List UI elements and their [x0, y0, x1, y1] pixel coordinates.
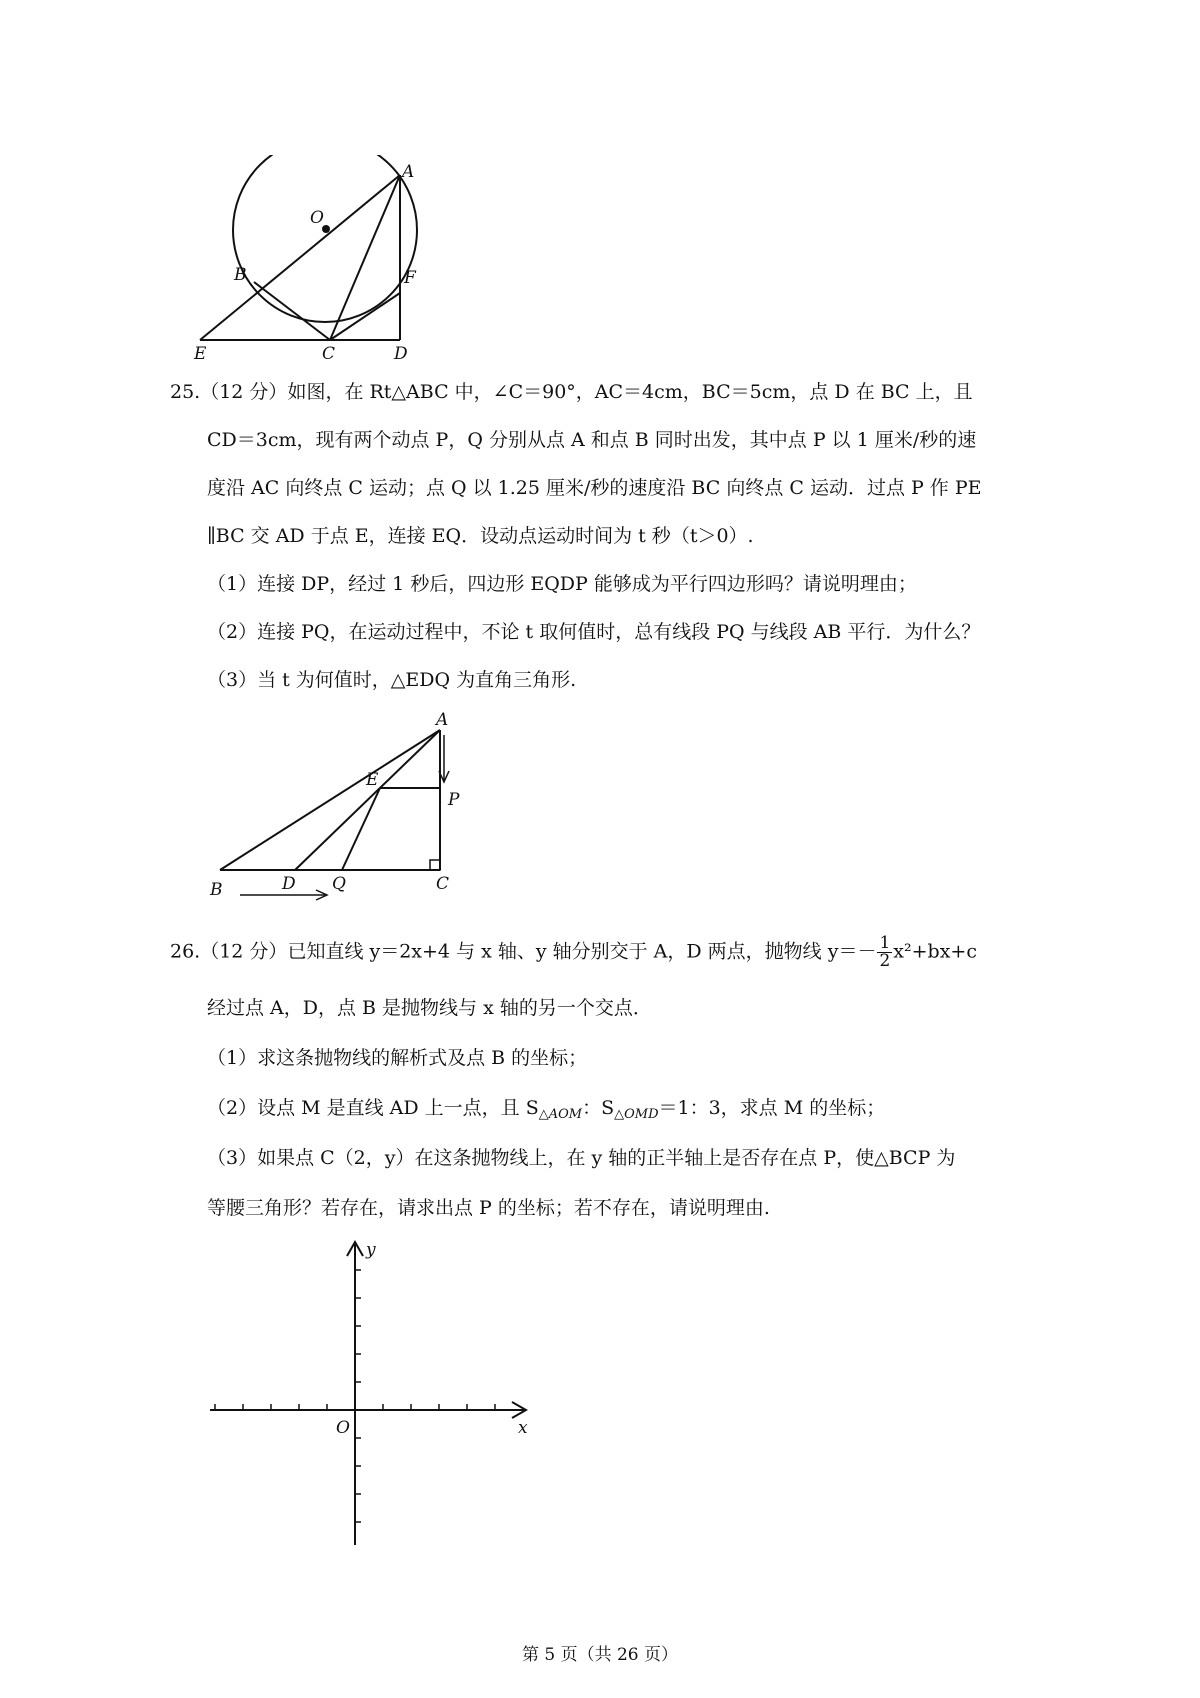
label-A: A — [436, 710, 449, 730]
label-O: O — [310, 208, 324, 228]
label-C: C — [436, 874, 450, 894]
label-B: B — [234, 265, 247, 285]
y-axis-label: y — [366, 1240, 376, 1260]
q25-subq2: （2）连接 PQ，在运动过程中，不论 t 取何值时，总有线段 PQ 与线段 AB 平行．为什么？ — [207, 621, 981, 643]
label-B: B — [210, 880, 223, 900]
origin-label: O — [336, 1418, 350, 1438]
page-footer: 第 5 页（共 26 页） — [521, 1645, 679, 1665]
q25-subq3: （3）当 t 为何值时，△EDQ 为直角三角形. — [207, 669, 577, 691]
label-F: F — [404, 268, 416, 288]
label-P: P — [448, 790, 460, 810]
q26-subq1: （1）求这条抛物线的解析式及点 B 的坐标； — [207, 1047, 588, 1069]
q26-subq2: （2）设点 M 是直线 AD 上一点，且 $S_{\triangle AOM}$：$S_{\triangle OMD}=1$：3，求点 M 的坐标； — [207, 1097, 886, 1122]
label-A: A — [402, 162, 415, 182]
fraction-half: $\frac{1}{2}$ — [879, 933, 891, 971]
label-E: E — [366, 770, 379, 790]
figure-coordinate-axes — [200, 1235, 540, 1555]
q25-line1: 25.（12 分）如图，在 Rt△ABC 中，∠C＝90°，AC＝4cm，BC＝5cm，点 D 在 BC 上，且 — [170, 381, 973, 403]
q26-subq3: （3）如果点 C（2，y）在这条抛物线上，在 y 轴的正半轴上是否存在点 P，使△BCP 为 — [207, 1147, 956, 1169]
label-D: D — [282, 874, 296, 894]
label-C: C — [322, 344, 336, 364]
q25-line4: ∥BC 交 AD 于点 E，连接 EQ．设动点运动时间为 t 秒（t＞0）. — [207, 525, 754, 547]
q25-line3: 度沿 AC 向终点 C 运动；点 Q 以 1.25 厘米/秒的速度沿 BC 向终点 C 运动．过点 P 作 PE — [207, 477, 982, 499]
q25-line2: CD＝3cm，现有两个动点 P，Q 分别从点 A 和点 B 同时出发，其中点 P 以 1 厘米/秒的速 — [207, 429, 977, 451]
label-E: E — [194, 344, 207, 364]
figure-triangle-diagram — [200, 705, 460, 905]
figure-circle-diagram — [190, 155, 450, 365]
x-axis-label: x — [518, 1418, 528, 1438]
label-D: D — [394, 344, 408, 364]
q26-subq3-cont: 等腰三角形？若存在，请求出点 P 的坐标；若不存在，请说明理由. — [207, 1197, 770, 1219]
q25-subq1: （1）连接 DP，经过 1 秒后，四边形 EQDP 能够成为平行四边形吗？请说明理由； — [207, 573, 917, 595]
label-Q: Q — [332, 874, 346, 894]
q26-line2: 经过点 A，D，点 B 是抛物线与 x 轴的另一个交点． — [207, 997, 652, 1019]
q26-line1: 26.（12 分）已知直线 y＝2x+4 与 x 轴、y 轴分别交于 A，D 两点，抛物线 y＝－ $\frac{1}{2}$ x²+bx+c — [170, 933, 977, 971]
